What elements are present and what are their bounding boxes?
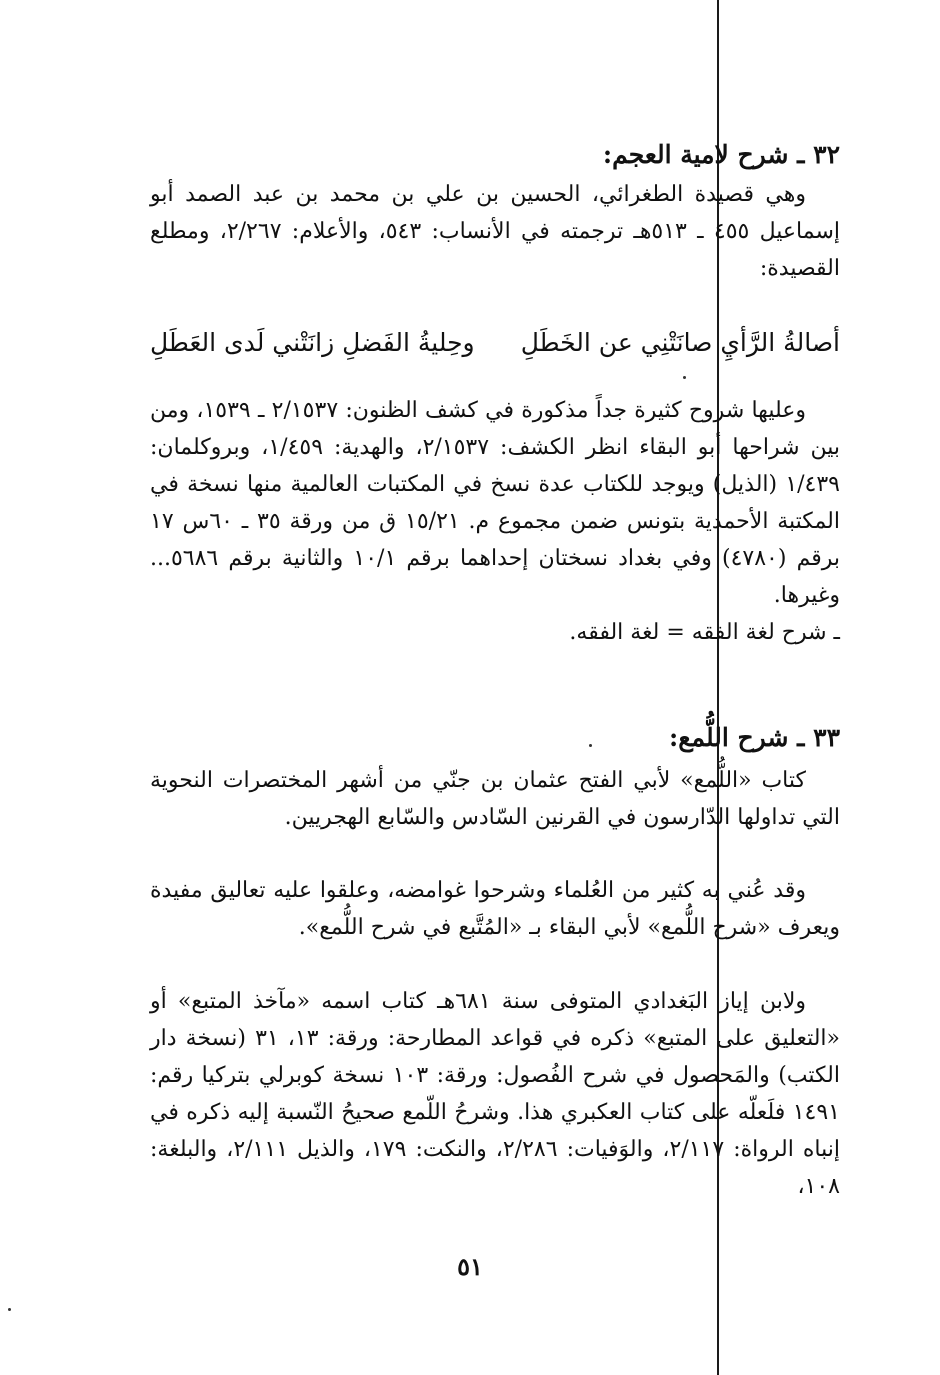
section-33-paragraph-3: ولابن إياز البَغدادي المتوفى سنة ٦٨١هـ كتاب اسمه «مآخذ المتبع» أو «التعليق على المتبع» ذكره في قواعد المطارحة: ورقة: ١٣، ٣١ (نسخة دار الكتب) والمَحصول في شرح الفُصول: ورقة: ١٠٣ نسخة كوبرلي بتركيا رقم: ١٤٩١ فلَعلّه على كتاب العكبري هذا. وشرحُ اللّمع صحيحُ النّسبة إليه ذكره في إنباه الرواة: ٢/١١٧، والوَفيات: ٢/٢٨٦، والنكت: ١٧٩، والذيل ٢/١١١، والبلغة: ١٠٨، bbox=[150, 989, 840, 1199]
verse-second-hemistich: وحِليةُ الفَضلِ زانَتْني لَدى العَطَلِ bbox=[150, 328, 475, 357]
section-32-body-continued bbox=[150, 392, 840, 651]
section-33-body-2 bbox=[150, 872, 840, 946]
scan-speck bbox=[589, 744, 592, 747]
page-number: ٥١ bbox=[457, 1252, 483, 1281]
section-32-heading: ٣٢ ـ شرح لامية العجم: bbox=[602, 140, 840, 169]
verse-first-hemistich: أصالةُ الرَّأيِ صانَتْنِي عن الخَطَلِ bbox=[520, 328, 840, 357]
scan-speck bbox=[683, 376, 686, 379]
section-32-cross-reference: ـ شرح لغة الفقه = لغة الفقه. bbox=[569, 620, 840, 645]
scan-speck bbox=[8, 1308, 11, 1311]
section-32-paragraph-2: وعليها شروح كثيرة جداً مذكورة في كشف الظنون: ٢/١٥٣٧ ـ ١٥٣٩، ومن بين شراحها أبو البقاء انظر الكشف: ٢/١٥٣٧، والهدية: ١/٤٥٩، وبروكلمان: ١/٤٣٩ (الذيل) ويوجد للكتاب عدة نسخ في المكتبات العالمية منها نسخة في المكتبة الأحمدية بتونس ضمن مجموع م. ١٥/٢١ ق من ورقة ٣٥ ـ ٦٠س ١٧ برقم (٤٧٨٠) وفي بغداد نسختان إحداهما برقم ١٠/١ والثانية برقم ٥٦٨٦... وغيرها. bbox=[150, 398, 841, 608]
section-33-body-3 bbox=[150, 983, 840, 1205]
section-33-paragraph-1: كتاب «اللُّمع» لأبي الفتح عثمان بن جنّي من أشهر المختصرات النحوية التي تداولها الدّارسون في القرنين السّادس والسّابع الهجريين. bbox=[150, 768, 840, 830]
poem-verse bbox=[150, 328, 840, 357]
section-33-heading: ٣٣ ـ شرح اللُّمع: bbox=[669, 723, 840, 752]
section-32-body bbox=[150, 176, 840, 287]
section-32-paragraph-1: وهي قصيدة الطغرائي، الحسين بن علي بن محمد بن عبد الصمد أبو إسماعيل ٤٥٥ ـ ٥١٣هـ ترجمته في الأنساب: ٥٤٣، والأعلام: ٢/٢٦٧، ومطلع القصيدة: bbox=[150, 182, 840, 281]
section-33-paragraph-2: وقد عُني به كثير من العُلماء وشرحوا غوامضه، وعلقوا عليه تعاليق مفيدة ويعرف «شرح اللُّمع» لأبي البقاء بـ «المُتَّبع في شرح اللُّمع». bbox=[150, 878, 840, 940]
section-33-body bbox=[150, 762, 840, 836]
